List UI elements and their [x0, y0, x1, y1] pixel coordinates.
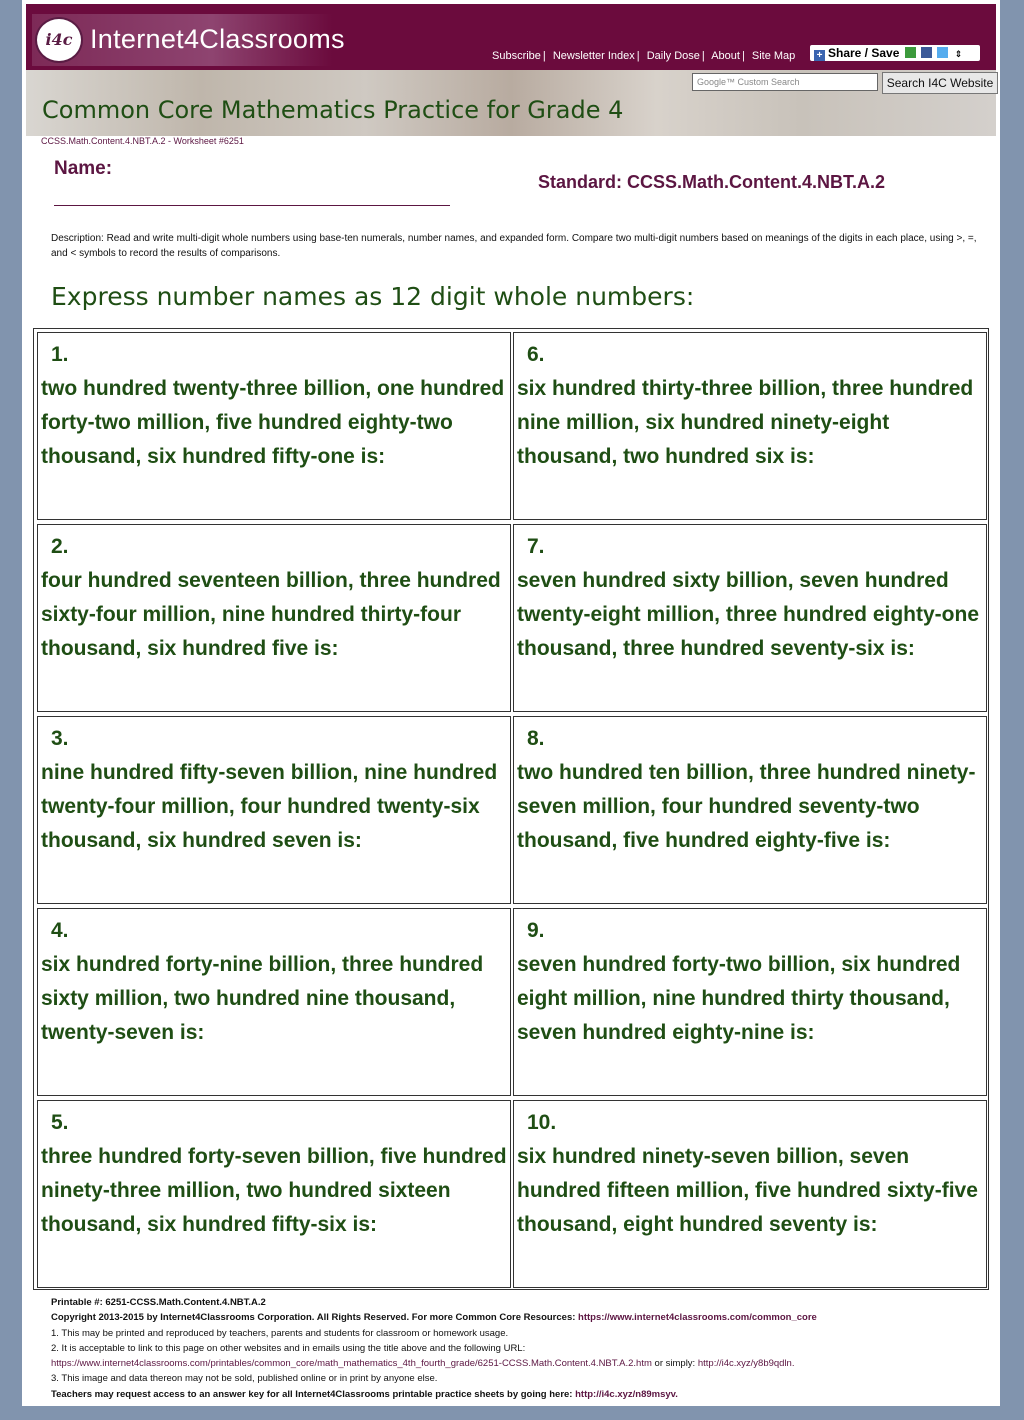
problem-text: two hundred ten billion, three hundred ninety-seven million, four hundred seventy-two thousand, five hundred eighty-five is: [517, 761, 976, 852]
problem-cell-10 [513, 1100, 987, 1288]
problem-grid [33, 328, 989, 1290]
facebook-icon [921, 47, 932, 58]
standard-label: Standard: CCSS.Math.Content.4.NBT.A.2 [538, 172, 886, 192]
problem-text: three hundred forty-seven billion, five hundred ninety-three million, two hundred sixteen thousand, six hundred fifty-six is: [41, 1145, 507, 1236]
search-input[interactable]: Google™ Custom Search [692, 73, 878, 91]
name-label: Name: [54, 158, 113, 179]
top-nav: Subscribe | Newsletter Index | Daily Dose | About | Site Map [492, 50, 796, 62]
nav-site-map[interactable]: Site Map [751, 50, 796, 62]
answer-key-text: Teachers may request access to an answer key for all Internet4Classrooms printable practice sheets by going here: [51, 1388, 573, 1400]
footer [51, 1295, 991, 1402]
footer-line-3: 3. This image and data thereon may not be sold, published online or in print by anyone else. [51, 1373, 438, 1385]
footer-line-1: 1. This may be printed and reproduced by teachers, parents and students for classroom or homework usage. [51, 1327, 509, 1339]
copyright [51, 1310, 991, 1325]
problem-number: 5. [51, 1111, 69, 1134]
problem-number: 10. [527, 1111, 557, 1134]
problem-text: seven hundred forty-two billion, six hundred eight million, nine hundred thirty thousand, seven hundred eighty-nine is: [517, 953, 961, 1044]
problem-text: four hundred seventeen billion, three hundred sixty-four million, nine hundred thirty-four thousand, six hundred five is: [41, 569, 501, 660]
problem-number: 2. [51, 535, 69, 558]
share-email-icon [905, 47, 916, 58]
problem-number: 7. [527, 535, 545, 558]
problem-cell-7 [513, 524, 987, 712]
problem-number: 3. [51, 727, 69, 750]
page-title: Common Core Mathematics Practice for Grade 4 [42, 96, 624, 124]
nav-daily-dose[interactable]: Daily Dose [646, 50, 700, 62]
footer-or-text: or simply: [654, 1358, 696, 1370]
problem-text: six hundred ninety-seven billion, seven hundred fifteen million, five hundred sixty-five thousand, eight hundred seventy is: [517, 1145, 978, 1236]
common-core-link[interactable]: https://www.internet4classrooms.com/common_core [578, 1312, 817, 1324]
search-button[interactable]: Search I4C Website [882, 72, 998, 94]
site-header [26, 4, 996, 70]
printable-number: Printable #: 6251-CCSS.Math.Content.4.NBT.A.2 [51, 1297, 266, 1308]
worksheet-url-link[interactable]: https://www.internet4classrooms.com/printables/common_core/math_mathematics_4th_fourth_grade/6251-CCSS.Math.Content.4.NBT.A.2.htm [51, 1358, 652, 1370]
problem-cell-3 [37, 716, 511, 904]
problem-number: 6. [527, 343, 545, 366]
problem-text: seven hundred sixty billion, seven hundred twenty-eight million, three hundred eighty-one thousand, three hundred seventy-six is: [517, 569, 980, 660]
nav-newsletter-index[interactable]: Newsletter Index [552, 50, 635, 62]
instruction: Express number names as 12 digit whole numbers: [51, 282, 695, 311]
copyright-text: Copyright 2013-2015 by Internet4Classrooms Corporation. All Rights Reserved. For more Common Core Resources: [51, 1312, 576, 1324]
problem-number: 9. [527, 919, 545, 942]
footer-line-2: 2. It is acceptable to link to this page on other websites and in emails using the title above and the following URL: [51, 1342, 526, 1354]
name-line [54, 205, 450, 206]
worksheet-page [22, 0, 1000, 1406]
problem-number: 4. [51, 919, 69, 942]
share-save-button[interactable] [810, 45, 980, 61]
problem-text: nine hundred fifty-seven billion, nine hundred twenty-four million, four hundred twenty-six thousand, six hundred seven is: [41, 761, 498, 852]
problem-cell-1 [37, 332, 511, 520]
problem-cell-9 [513, 908, 987, 1096]
share-plus-icon: + [814, 50, 825, 61]
problem-cell-6 [513, 332, 987, 520]
problem-text: two hundred twenty-three billion, one hundred forty-two million, five hundred eighty-two thousand, six hundred fifty-one is: [41, 377, 505, 468]
twitter-icon [937, 47, 948, 58]
short-url-link[interactable]: http://i4c.xyz/y8b9qdln. [697, 1358, 795, 1370]
problem-cell-8 [513, 716, 987, 904]
nav-subscribe[interactable]: Subscribe [492, 50, 541, 62]
site-logo[interactable] [32, 14, 345, 66]
answer-key-link[interactable]: http://i4c.xyz/n89msyv. [575, 1388, 678, 1400]
answer-key-note [51, 1387, 991, 1402]
logo-badge-icon: i4c [35, 17, 83, 63]
worksheet-id: CCSS.Math.Content.4.NBT.A.2 - Worksheet #6251 [41, 136, 244, 146]
problem-cell-2 [37, 524, 511, 712]
chevron-updown-icon: ⇕ [954, 49, 963, 59]
problem-text: six hundred thirty-three billion, three hundred nine million, six hundred ninety-eight thousand, two hundred six is: [517, 377, 974, 468]
problem-text: six hundred forty-nine billion, three hundred sixty million, two hundred nine thousand, twenty-seven is: [41, 953, 484, 1044]
footer-url-line [51, 1356, 991, 1371]
problem-number: 1. [51, 343, 69, 366]
nav-about[interactable]: About [711, 50, 740, 62]
logo-text: Internet4Classrooms [90, 24, 345, 54]
share-label: Share / Save [828, 46, 900, 60]
problem-number: 8. [527, 727, 545, 750]
banner [26, 70, 996, 136]
problem-cell-5 [37, 1100, 511, 1288]
description: Description: Read and write multi-digit whole numbers using base-ten numerals, number names, and expanded form. Compare two multi-digit numbers based on meanings of the digits in each place, using >, =, and < symbols to record the results of comparisons. [51, 233, 977, 259]
problem-cell-4 [37, 908, 511, 1096]
